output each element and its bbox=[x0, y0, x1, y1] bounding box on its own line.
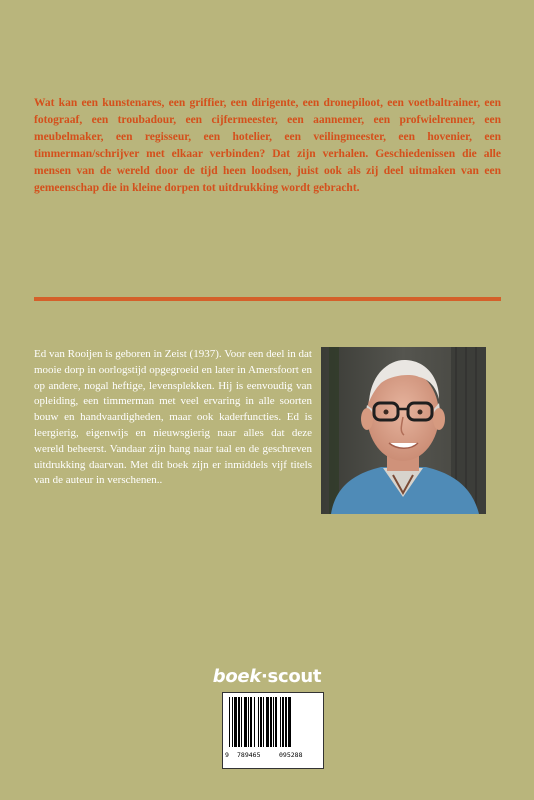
barcode-bar bbox=[250, 697, 252, 747]
barcode-bar bbox=[238, 697, 240, 747]
barcode-bar bbox=[270, 697, 272, 747]
barcode-bars bbox=[229, 697, 317, 752]
barcode-bar bbox=[266, 697, 269, 747]
divider-line bbox=[34, 297, 501, 301]
barcode-bar bbox=[280, 697, 281, 747]
barcode-bar bbox=[258, 697, 259, 747]
barcode-left-group: 789465 bbox=[237, 751, 261, 759]
barcode-bar bbox=[241, 697, 242, 747]
barcode-bar bbox=[232, 697, 233, 747]
publisher-logo bbox=[0, 666, 534, 687]
barcode-bar bbox=[254, 697, 255, 747]
barcode-bar bbox=[244, 697, 247, 747]
barcode-bar bbox=[248, 697, 249, 747]
logo-part-boek: boek bbox=[212, 666, 261, 687]
barcode-bar bbox=[273, 697, 274, 747]
isbn-barcode bbox=[222, 692, 324, 769]
barcode-bar bbox=[285, 697, 287, 747]
back-cover-blurb: Wat kan een kunstenares, een griffier, een dirigente, een dronepiloot, een voetbaltrainer, een fotograaf, een troubadour, een cijfermeester, een aannemer, een profwielrenner, een meubelmaker, een regisseur, een hotelier, een veilingmeester, een hovenier, een timmerman/schrijver met elkaar verbinden? Dat zijn verhalen. Geschiedenissen die alle mensen van de wereld door de tijd heen loodsen, juist ook als zij deel uitmaken van een gemeenschap die in kleine dorpen tot uitdrukking wordt gebracht. bbox=[34, 97, 501, 194]
author-portrait-image bbox=[321, 347, 486, 514]
barcode-bar bbox=[288, 697, 291, 747]
barcode-bar bbox=[234, 697, 237, 747]
barcode-bar bbox=[275, 697, 277, 747]
barcode-bar bbox=[263, 697, 264, 747]
logo-separator: · bbox=[261, 666, 268, 687]
barcode-bar bbox=[229, 697, 230, 747]
barcode-bar bbox=[260, 697, 262, 747]
barcode-lead-digit: 9 bbox=[225, 751, 229, 759]
logo-part-scout: scout bbox=[267, 666, 322, 687]
barcode-bar bbox=[282, 697, 284, 747]
author-photo bbox=[321, 347, 486, 514]
author-bio: Ed van Rooijen is geboren in Zeist (1937). Voor een deel in dat mooie dorp in oorlogstijd opgegroeid en later in Amersfoort en op andere, nogal heftige, levensplekken. Hij is eenvoudig van opleiding, een timmerman met veel ervaring in alle soorten bouw en handvaardigheden, maar ook kaderfuncties. Ed is leergierig, eigenwijs en nieuwsgierig naar alles dat deze wereld beheerst. Vandaar zijn hang naar taal en de geschreven uitdrukking daarvan. Met dit boek zijn er inmiddels vijf titels van de auteur in verschenen.. bbox=[34, 348, 312, 487]
barcode-right-group: 095288 bbox=[279, 751, 303, 759]
